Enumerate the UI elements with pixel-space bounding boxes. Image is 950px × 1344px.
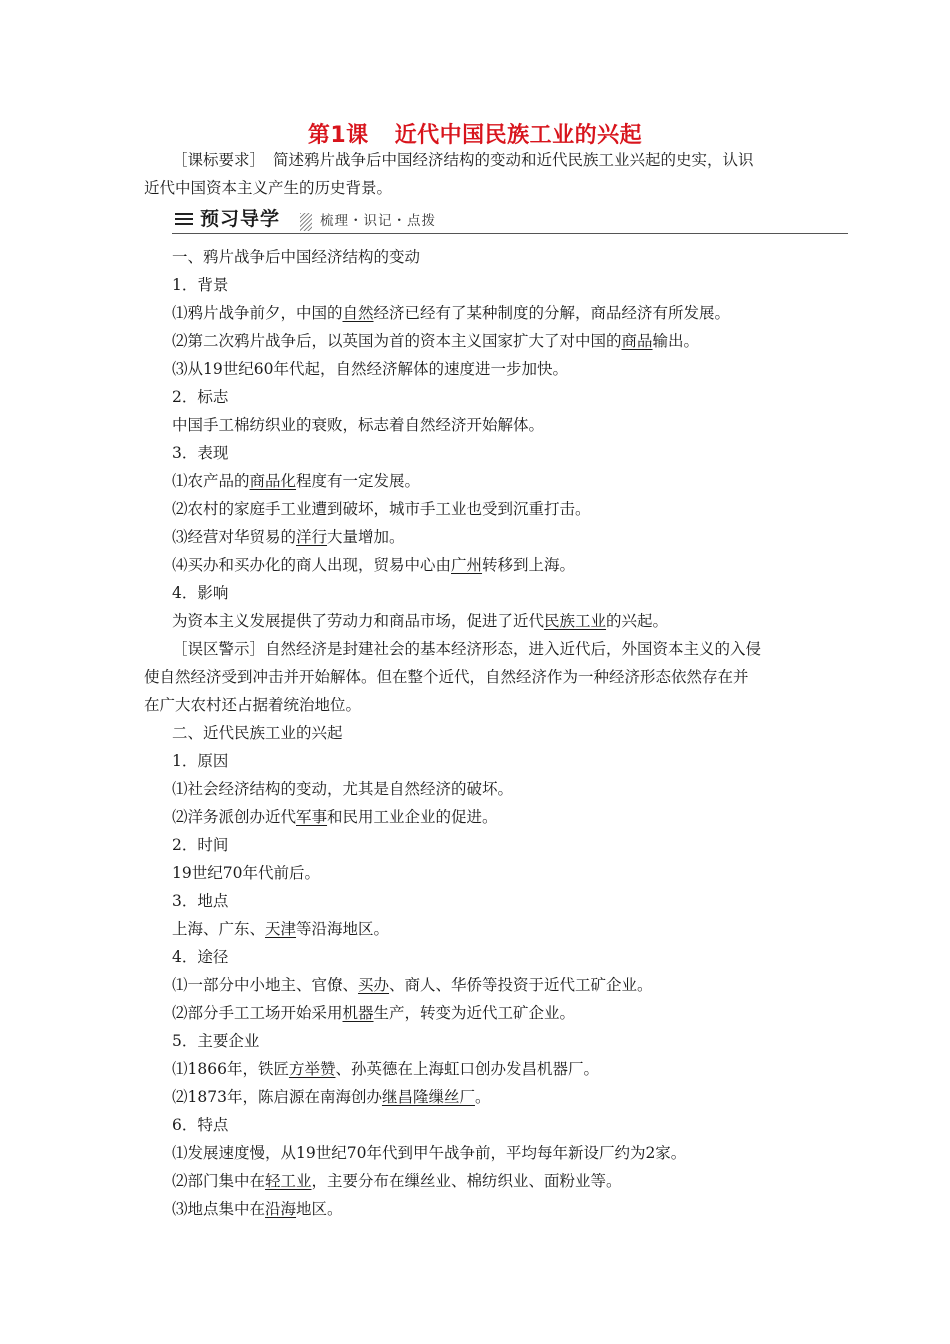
line-text-after: 和民用工业企业的促进。 xyxy=(327,808,498,826)
line-text: ⑶经营对华贸易的 xyxy=(172,528,297,546)
lesson-name: 近代中国民族工业的兴起 xyxy=(394,123,643,148)
content-line xyxy=(172,999,812,1027)
content-line xyxy=(172,971,812,999)
underlined-answer: 商品 xyxy=(621,332,653,350)
line-text: 在广大农村还占据着统治地位。 xyxy=(144,696,362,714)
line-text: ⑵1873年，陈启源在南海创办 xyxy=(172,1088,382,1106)
underlined-answer: 轻工业 xyxy=(265,1172,312,1190)
content-line xyxy=(172,355,812,383)
underlined-answer: 买办 xyxy=(358,976,390,994)
content-line xyxy=(172,803,812,831)
content-line xyxy=(144,691,812,719)
content-line xyxy=(172,887,812,915)
underlined-answer: 方举赞 xyxy=(288,1060,336,1078)
line-text: 3．地点 xyxy=(172,892,229,910)
content-line xyxy=(172,467,812,495)
content-line xyxy=(172,1111,812,1139)
content-line xyxy=(144,663,812,691)
content-line xyxy=(172,271,812,299)
line-text: ⑶从19世纪60年代起，自然经济解体的速度进一步加快。 xyxy=(172,360,568,378)
line-text-after: 转移到上海。 xyxy=(482,556,576,574)
underlined-answer: 沿海 xyxy=(265,1200,297,1218)
hatch-icon xyxy=(300,213,312,231)
line-text: ⑵洋务派创办近代 xyxy=(172,808,297,826)
content-line xyxy=(172,411,812,439)
line-text-after: 经济已经有了某种制度的分解，商品经济有所发展。 xyxy=(373,304,731,322)
requirement-line-2: 近代中国资本主义产生的历史背景。 xyxy=(144,179,393,197)
content-line xyxy=(172,1167,812,1195)
content-line xyxy=(172,579,812,607)
content-line xyxy=(172,943,812,971)
content-line xyxy=(172,775,812,803)
banner-rule xyxy=(172,233,848,234)
line-text: ⑴一部分中小地主、官僚、 xyxy=(172,976,359,994)
line-text: ⑷买办和买办化的商人出现，贸易中心由 xyxy=(172,556,452,574)
line-text: 6．特点 xyxy=(172,1116,229,1134)
line-text: 上海、广东、 xyxy=(172,920,266,938)
line-text: 1．背景 xyxy=(172,276,229,294)
line-text-after: 大量增加。 xyxy=(327,528,405,546)
content-line xyxy=(172,719,812,747)
content-line xyxy=(172,523,812,551)
line-text: 4．影响 xyxy=(172,584,229,602)
content-line xyxy=(172,299,812,327)
line-text: 中国手工棉纺织业的衰败，标志着自然经济开始解体。 xyxy=(172,416,545,434)
line-text: ［误区警示］自然经济是封建社会的基本经济形态，进入近代后，外国资本主义的入侵 xyxy=(172,640,762,658)
line-text: 2．时间 xyxy=(172,836,229,854)
line-text: ⑴社会经济结构的变动，尤其是自然经济的破坏。 xyxy=(172,780,514,798)
banner-title: 预习导学 xyxy=(200,208,281,230)
lesson-content xyxy=(144,243,812,1223)
underlined-answer: 天津 xyxy=(265,920,297,938)
underlined-answer: 机器 xyxy=(342,1004,374,1022)
lesson-number: 第1课 xyxy=(307,123,369,148)
line-text: ⑵农村的家庭手工业遭到破坏，城市手工业也受到沉重打击。 xyxy=(172,500,591,518)
content-line xyxy=(172,635,812,663)
underlined-answer: 洋行 xyxy=(296,528,328,546)
stripes-icon xyxy=(175,213,193,229)
line-text: 一、鸦片战争后中国经济结构的变动 xyxy=(172,248,421,266)
banner-subtitle: 梳理・识记・点拨 xyxy=(320,213,436,229)
content-line xyxy=(172,327,812,355)
line-text-after: 生产，转变为近代工矿企业。 xyxy=(373,1004,576,1022)
line-text: 5．主要企业 xyxy=(172,1032,260,1050)
content-line xyxy=(172,1027,812,1055)
content-line xyxy=(172,383,812,411)
line-text: ⑵部分手工工场开始采用 xyxy=(172,1004,343,1022)
line-text-after: 、孙英德在上海虹口创办发昌机器厂。 xyxy=(335,1060,599,1078)
line-text: 为资本主义发展提供了劳动力和商品市场，促进了近代 xyxy=(172,612,545,630)
content-line xyxy=(172,747,812,775)
content-line xyxy=(172,1083,812,1111)
line-text: ⑶地点集中在 xyxy=(172,1200,266,1218)
underlined-answer: 军事 xyxy=(296,808,328,826)
content-line xyxy=(172,1139,812,1167)
line-text-after: 程度有一定发展。 xyxy=(296,472,421,490)
line-text-after: 等沿海地区。 xyxy=(296,920,390,938)
line-text: ⑵部门集中在 xyxy=(172,1172,266,1190)
line-text: 3．表现 xyxy=(172,444,229,462)
curriculum-requirement xyxy=(144,146,812,202)
requirement-line-1: 简述鸦片战争后中国经济结构的变动和近代民族工业兴起的史实，认识 xyxy=(273,151,754,169)
line-text: 19世纪70年代前后。 xyxy=(172,864,320,882)
underlined-answer: 民族工业 xyxy=(544,612,607,630)
line-text-after: 地区。 xyxy=(296,1200,343,1218)
line-text: ⑴发展速度慢，从19世纪70年代到甲午战争前，平均每年新设厂约为2家。 xyxy=(172,1144,687,1162)
content-line xyxy=(172,243,812,271)
content-line xyxy=(172,1195,812,1223)
line-text: 1．原因 xyxy=(172,752,229,770)
content-line xyxy=(172,495,812,523)
line-text-after: 。 xyxy=(474,1088,491,1106)
content-line xyxy=(172,607,812,635)
underlined-answer: 商品化 xyxy=(249,472,297,490)
line-text-after: 、商人、华侨等投资于近代工矿企业。 xyxy=(389,976,653,994)
content-line xyxy=(172,831,812,859)
content-line xyxy=(172,859,812,887)
line-text: ⑴1866年，铁匠 xyxy=(172,1060,289,1078)
requirement-tag: ［课标要求］ xyxy=(172,151,266,169)
line-text: 2．标志 xyxy=(172,388,229,406)
line-text: 使自然经济受到冲击并开始解体。但在整个近代，自然经济作为一种经济形态依然存在并 xyxy=(144,668,749,686)
line-text: ⑵第二次鸦片战争后，以英国为首的资本主义国家扩大了对中国的 xyxy=(172,332,622,350)
content-line xyxy=(172,439,812,467)
underlined-answer: 广州 xyxy=(451,556,483,574)
section-banner xyxy=(172,205,848,235)
content-line xyxy=(172,551,812,579)
line-text-after: ，主要分布在缫丝业、棉纺织业、面粉业等。 xyxy=(311,1172,622,1190)
line-text-after: 的兴起。 xyxy=(606,612,669,630)
line-text: 二、近代民族工业的兴起 xyxy=(172,724,343,742)
underlined-answer: 继昌隆缫丝厂 xyxy=(381,1088,475,1106)
content-line xyxy=(172,915,812,943)
line-text: ⑴农产品的 xyxy=(172,472,250,490)
underlined-answer: 自然 xyxy=(342,304,374,322)
content-line xyxy=(172,1055,812,1083)
line-text-after: 输出。 xyxy=(652,332,700,350)
line-text: ⑴鸦片战争前夕，中国的 xyxy=(172,304,343,322)
line-text: 4．途径 xyxy=(172,948,229,966)
